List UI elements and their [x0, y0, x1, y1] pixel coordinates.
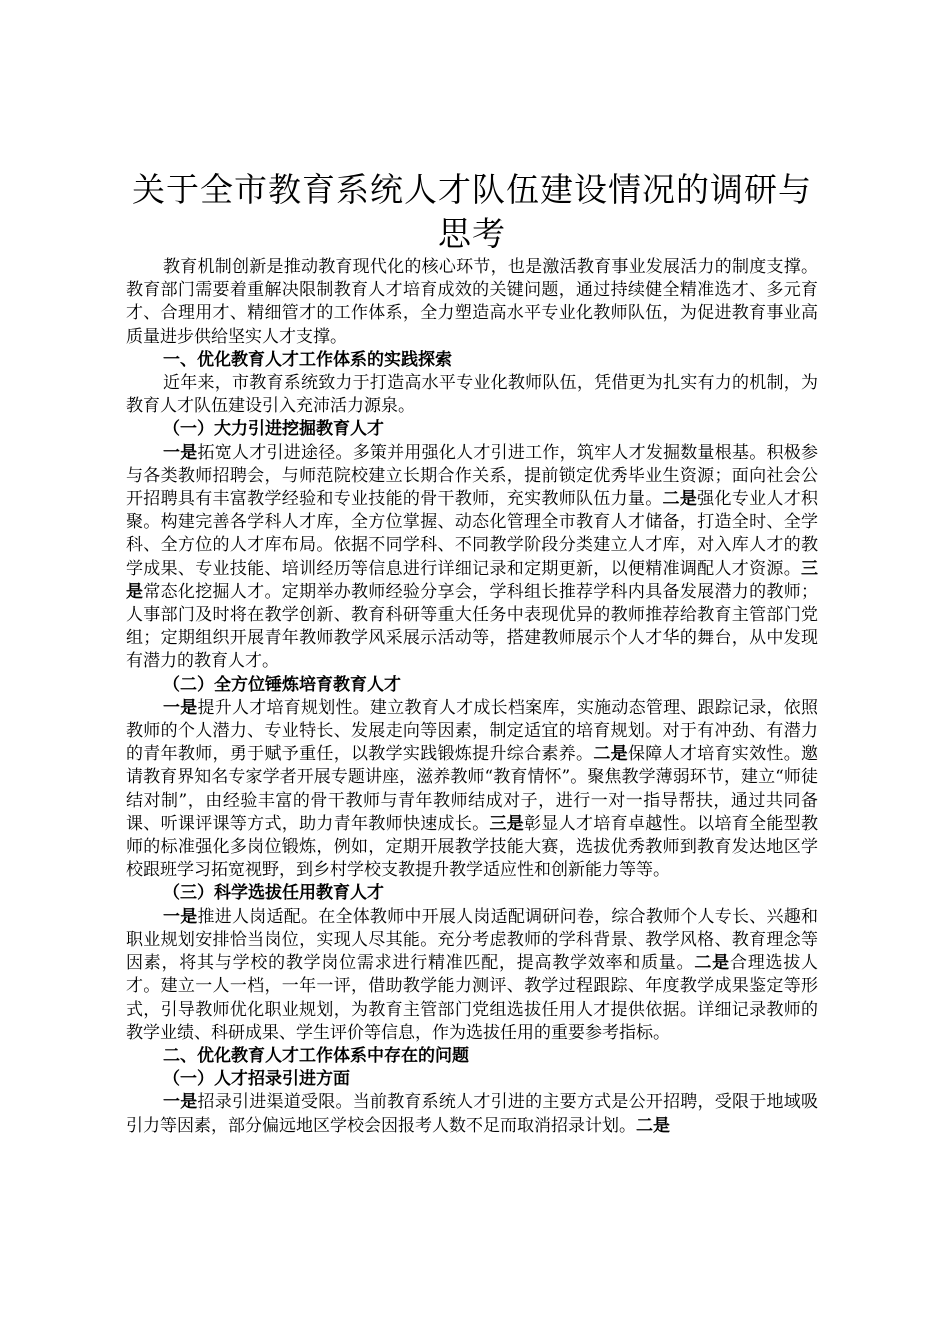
body-paragraph [126, 372, 818, 418]
paragraph-text: 彰显人才培育卓越性。以培育全能型教师的标准强化多岗位锻炼，例如，定期开展教学技能大赛，选拔优秀教师到教育发达地区学校跟班学习拓宽视野，到乡村学校支教提升教学适应性和创新能力等等。 [126, 813, 819, 881]
paragraph-text: 保障人才培育实效性。邀请教育界知名专家学者开展专题讲座，滋养教师“教育情怀”。聚焦教学薄弱环节，建立“师徒结对制”，由经验丰富的骨干教师与青年教师结成对子，进行一对一指导帮扶，通过共同备课、听课评课等方式，助力青年教师快速成长。 [126, 744, 819, 834]
document-blocks [126, 256, 818, 1138]
bold-lead-phrase: 一是 [163, 906, 198, 927]
section-heading: （一）大力引进挖掘教育人才 [163, 419, 384, 440]
paragraph-text: 教育机制创新是推动教育现代化的核心环节，也是激活教育事业发展活力的制度支撑。教育部门需要着重解决限制教育人才培育成效的关键问题，通过持续健全精准选才、多元育才、合理用才、精细管才的工作体系，全力塑造高水平专业化教师队伍，为促进教育事业高质量进步供给坚实人才支撑。 [126, 257, 818, 347]
section-heading: （三）科学选拔任用教育人才 [163, 883, 384, 904]
paragraph-text: 合理选拔人才。建立一人一档，一年一评，借助教学能力测评、教学过程跟踪、年度教学成果鉴定等形式，引导教师优化职业规划，为教育主管部门党组选拔任用人才提供依据。详细记录教师的教学业绩、科研成果、学生评价等信息，作为选拔任用的重要参考指标。 [126, 953, 819, 1043]
bold-lead-phrase: 一是 [163, 1092, 198, 1113]
paragraph-text: 强化专业人才积聚。构建完善各学科人才库，全方位掌握、动态化管理全市教育人才储备，打造全时、全学科、全方位的人才库布局。依据不同学科、不同教学阶段分类建立人才库，对入库人才的教学成果、专业技能、培训经历等信息进行详细记录和定期更新，以便精准调配人才资源。 [126, 489, 819, 579]
paragraph-text: 推进人岗适配。在全体教师中开展人岗适配调研问卷，综合教师个人专长、兴趣和职业规划安排恰当岗位，实现人尽其能。充分考虑教师的学科背景、教学风格、教育理念等因素，将其与学校的教学岗位需求进行精准匹配，提高教学效率和质量。 [126, 906, 819, 974]
section-heading: 二、优化教育人才工作体系中存在的问题 [163, 1045, 469, 1066]
bold-lead-phrase: 二是 [636, 1115, 670, 1136]
bold-lead-phrase: 一是 [163, 442, 198, 463]
body-paragraph [126, 256, 818, 349]
body-paragraph [126, 697, 818, 883]
bold-lead-phrase: 二是 [593, 744, 628, 765]
bold-lead-phrase: 三是 [489, 813, 525, 834]
document-title: 关于全市教育系统人才队伍建设情况的调研与思考 [132, 170, 812, 253]
bold-lead-phrase: 二是 [694, 953, 730, 974]
section-heading: （二）全方位锤炼培育教育人才 [163, 674, 401, 695]
body-paragraph [126, 906, 818, 1045]
bold-lead-phrase: 一是 [163, 697, 198, 718]
paragraph-text: 提升人才培育规划性。建立教育人才成长档案库，实施动态管理、跟踪记录，依照教师的个人潜力、专业特长、发展走向等因素，制定适宜的培育规划。对于有冲劲、有潜力的青年教师，勇于赋予重任，以教学实践锻炼提升综合素养。 [126, 697, 819, 765]
paragraph-text: 招录引进渠道受限。当前教育系统人才引进的主要方式是公开招聘，受限于地域吸引力等因素，部分偏远地区学校会因报考人数不足而取消招录计划。 [126, 1092, 819, 1136]
body-paragraph [126, 442, 818, 674]
body-paragraph [126, 1091, 818, 1137]
paragraph-text: 近年来，市教育系统致力于打造高水平专业化教师队伍，凭借更为扎实有力的机制，为教育人才队伍建设引入充沛活力源泉。 [126, 373, 818, 417]
section-heading: （一）人才招录引进方面 [163, 1069, 350, 1090]
paragraph-text: 拓宽人才引进途径。多策并用强化人才引进工作，筑牢人才发掘数量根基。积极参与各类教师招聘会，与师范院校建立长期合作关系，提前锁定优秀毕业生资源；面向社会公开招聘具有丰富教学经验和专业技能的骨干教师，充实教师队伍力量。 [126, 442, 819, 510]
bold-lead-phrase: 三是 [126, 558, 818, 602]
paragraph-text: 常态化挖掘人才。定期举办教师经验分享会，学科组长推荐学科内具备发展潜力的教师；人事部门及时将在教学创新、教育科研等重大任务中表现优异的教师推荐给教育主管部门党组；定期组织开展青年教师教学风采展示活动等，搭建教师展示个人才华的舞台，从中发现有潜力的教育人才。 [126, 581, 819, 672]
document-body [126, 168, 818, 1138]
section-heading: 一、优化教育人才工作体系的实践探索 [163, 349, 452, 370]
bold-lead-phrase: 二是 [662, 489, 698, 510]
